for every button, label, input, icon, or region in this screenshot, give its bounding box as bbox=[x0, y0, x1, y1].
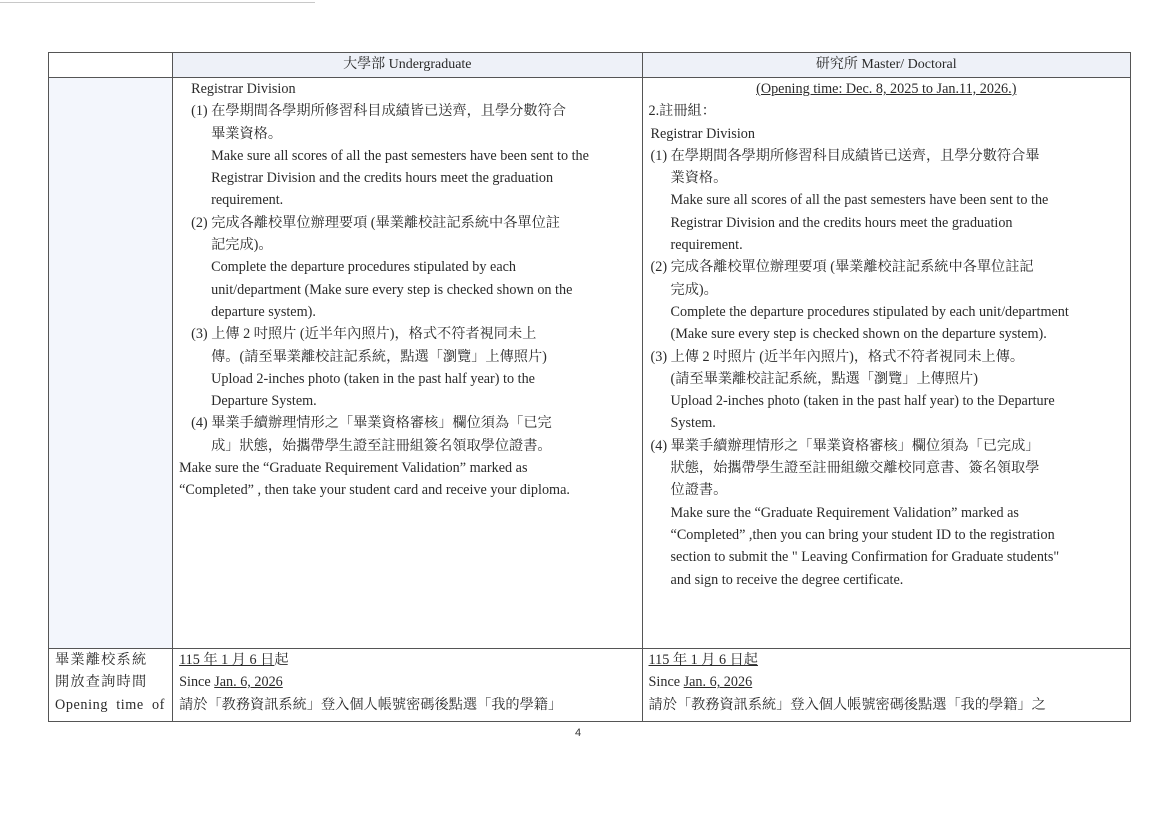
graduate-line: (2) 完成各離校單位辦理要項 (畢業離校註記系統中各單位註記 bbox=[650, 259, 1034, 276]
gr-date-zh: 115 年 1 月 6 日起 bbox=[648, 652, 758, 668]
graduate-line: 2.註冊組： bbox=[648, 103, 716, 120]
ug-date-en: Since Jan. 6, 2026 bbox=[179, 674, 283, 691]
undergraduate-line: “Completed” , then take your student card and receive your diploma. bbox=[179, 482, 570, 499]
graduate-line: 業資格。 bbox=[670, 170, 728, 187]
graduate-line: (請至畢業離校註記系統，點選「瀏覽」上傳照片) bbox=[670, 370, 978, 387]
header-rule bbox=[0, 2, 315, 3]
undergraduate-line: Complete the departure procedures stipulated by each bbox=[211, 259, 517, 276]
registrar-division-row bbox=[49, 78, 1131, 649]
header-graduate: 研究所 Master/ Doctoral bbox=[642, 53, 1130, 78]
undergraduate-line: Upload 2-inches photo (taken in the past half year) to the bbox=[211, 370, 535, 387]
graduate-line: Complete the departure procedures stipulated by each unit/department bbox=[670, 303, 1069, 320]
table-header-row bbox=[49, 53, 1131, 78]
undergraduate-line: departure system). bbox=[211, 303, 316, 320]
graduate-line: Make sure the “Graduate Requirement Validation” marked as bbox=[670, 504, 1019, 521]
undergraduate-line: (3) 上傳 2 吋照片 (近半年內照片)，格式不符者視同未上 bbox=[191, 326, 537, 343]
graduate-opening-cell bbox=[642, 649, 1130, 722]
undergraduate-line: (4) 畢業手續辦理情形之「畢業資格審核」欄位須為「已完 bbox=[191, 415, 552, 432]
graduate-line: (3) 上傳 2 吋照片 (近半年內照片)，格式不符者視同未上傳。 bbox=[650, 348, 1025, 365]
graduate-line: and sign to receive the degree certificate. bbox=[670, 571, 904, 588]
graduate-line: requirement. bbox=[670, 237, 743, 254]
graduate-line: Make sure all scores of all the past semesters have been sent to the bbox=[670, 192, 1049, 209]
undergraduate-line: Registrar Division bbox=[191, 81, 296, 97]
graduate-line: 位證書。 bbox=[670, 482, 728, 499]
undergraduate-line: unit/department (Make sure every step is checked shown on the bbox=[211, 281, 573, 298]
undergraduate-line: (2) 完成各離校單位辦理要項 (畢業離校註記系統中各單位註 bbox=[191, 214, 560, 231]
graduate-line: System. bbox=[670, 415, 716, 432]
undergraduate-line: 成」狀態，始攜帶學生證至註冊組簽名領取學位證書。 bbox=[211, 437, 552, 454]
undergraduate-line: Make sure all scores of all the past semesters have been sent to the bbox=[211, 147, 589, 164]
undergraduate-line: 記完成)。 bbox=[211, 237, 273, 254]
header-blank-cell bbox=[49, 53, 173, 78]
label-line-2: 開放查詢時間 bbox=[55, 674, 148, 691]
gr-date-en: Since Jan. 6, 2026 bbox=[648, 674, 753, 691]
undergraduate-line: Make sure the “Graduate Requirement Validation” marked as bbox=[179, 460, 528, 477]
undergraduate-line: 傳。(請至畢業離校註記系統，點選「瀏覽」上傳照片) bbox=[211, 348, 547, 365]
label-line-1: 畢業離校系統 bbox=[55, 652, 148, 668]
undergraduate-requirements-cell bbox=[173, 78, 642, 649]
graduate-line: (4) 畢業手續辦理情形之「畢業資格審核」欄位須為「已完成」 bbox=[650, 437, 1040, 454]
graduate-line: Registrar Division and the credits hours meet the graduation bbox=[670, 214, 1013, 231]
opening-time-note: (Opening time: Dec. 8, 2025 to Jan.11, 2026.) bbox=[756, 81, 1017, 97]
graduation-procedures-table bbox=[48, 52, 1131, 722]
gr-instruction: 請於「教務資訊系統」登入個人帳號密碼後點選「我的學籍」之 bbox=[648, 696, 1046, 713]
opening-time-row bbox=[49, 649, 1131, 722]
graduate-line: Registrar Division bbox=[650, 125, 755, 142]
undergraduate-line: Departure System. bbox=[211, 393, 317, 410]
graduate-requirements-cell bbox=[642, 78, 1130, 649]
header-undergraduate: 大學部 Undergraduate bbox=[173, 53, 642, 78]
undergraduate-line: 畢業資格。 bbox=[211, 125, 283, 142]
ug-instruction: 請於「教務資訊系統」登入個人帳號密碼後點選「我的學籍」 bbox=[179, 696, 563, 713]
graduate-line: 完成)。 bbox=[670, 281, 718, 298]
graduate-lines bbox=[643, 100, 1130, 591]
undergraduate-line: (1) 在學期間各學期所修習科目成績皆已送齊，且學分數符合 bbox=[191, 103, 566, 120]
graduate-line: 狀態，始攜帶學生證至註冊組繳交離校同意書、簽名領取學 bbox=[670, 460, 1040, 477]
row-label-cell bbox=[49, 78, 173, 649]
page-number: 4 bbox=[575, 727, 582, 739]
graduate-line: (1) 在學期間各學期所修習科目成績皆已送齊，且學分數符合畢 bbox=[650, 147, 1040, 164]
undergraduate-line: requirement. bbox=[211, 192, 284, 209]
graduate-line: (Make sure every step is checked shown on the departure system). bbox=[670, 326, 1047, 343]
undergraduate-lines bbox=[173, 78, 641, 502]
graduate-line: Upload 2-inches photo (taken in the past half year) to the Departure bbox=[670, 393, 1055, 410]
label-line-3: Opening time of bbox=[55, 696, 165, 713]
ug-date-zh: 115 年 1 月 6 日起 bbox=[179, 652, 289, 668]
opening-time-label-cell bbox=[49, 649, 173, 722]
undergraduate-opening-cell bbox=[173, 649, 642, 722]
undergraduate-line: Registrar Division and the credits hours meet the graduation bbox=[211, 170, 554, 187]
graduate-line: section to submit the " Leaving Confirmation for Graduate students" bbox=[670, 549, 1060, 566]
graduate-line: “Completed” ,then you can bring your student ID to the registration bbox=[670, 526, 1055, 543]
